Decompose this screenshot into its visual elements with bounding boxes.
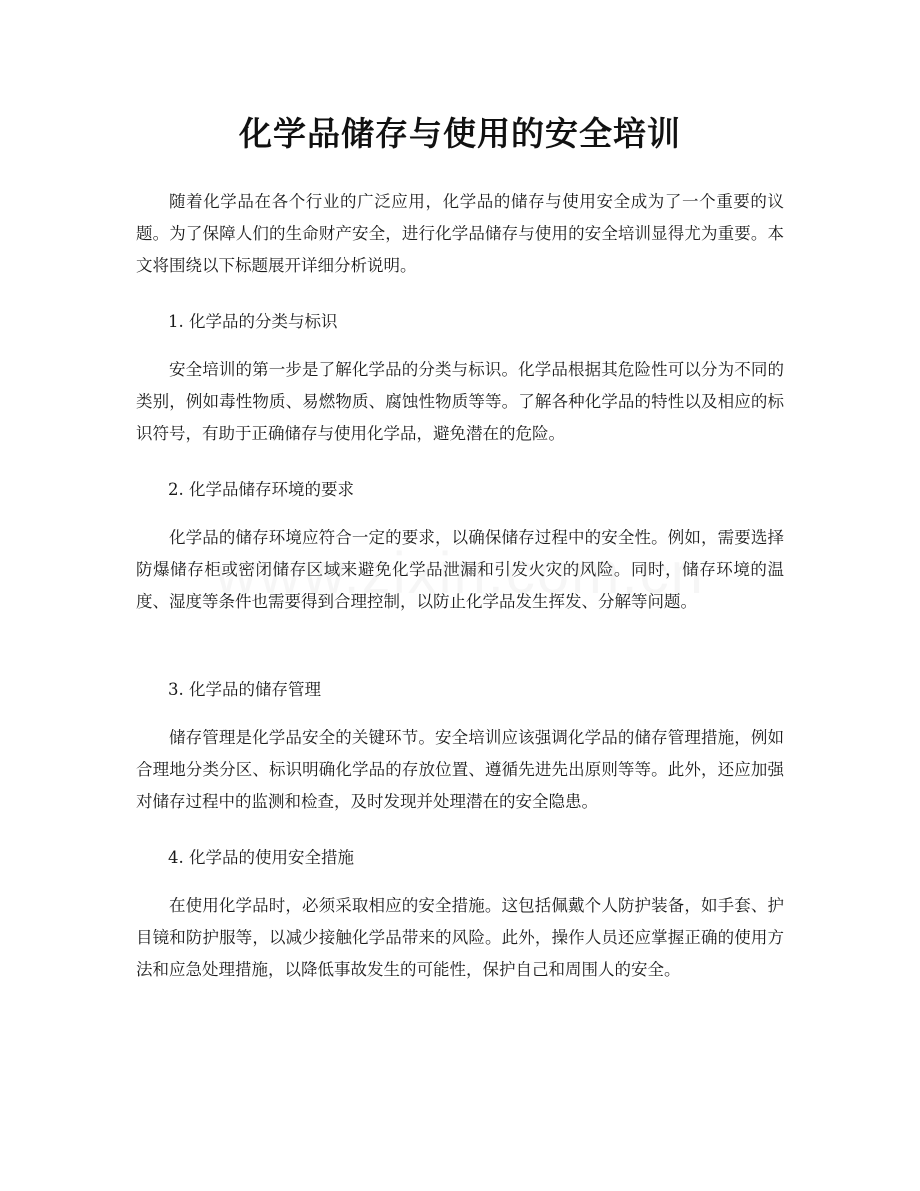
section-heading-1: 1. 化学品的分类与标识 [168, 312, 338, 331]
intro-paragraph: 随着化学品在各个行业的广泛应用，化学品的储存与使用安全成为了一个重要的议题。为了保障人们的生命财产安全，进行化学品储存与使用的安全培训显得尤为重要。本文将围绕以下标题展开详细分析说明。 [136, 192, 784, 275]
section-heading-2: 2. 化学品储存环境的要求 [168, 480, 354, 499]
page-title: 化学品储存与使用的安全培训 [239, 114, 681, 153]
section-body-1: 安全培训的第一步是了解化学品的分类与标识。化学品根据其危险性可以分为不同的类别，例如毒性物质、易燃物质、腐蚀性物质等等。了解各种化学品的特性以及相应的标识符号，有助于正确储存与使用化学品，避免潜在的危险。 [136, 360, 784, 443]
section-heading-3: 3. 化学品的储存管理 [168, 680, 321, 699]
section-body-3: 储存管理是化学品安全的关键环节。安全培训应该强调化学品的储存管理措施，例如合理地分类分区、标识明确化学品的存放位置、遵循先进先出原则等等。此外，还应加强对储存过程中的监测和检查，及时发现并处理潜在的安全隐患。 [136, 728, 784, 811]
section-body-2: 化学品的储存环境应符合一定的要求，以确保储存过程中的安全性。例如，需要选择防爆储存柜或密闭储存区域来避免化学品泄漏和引发火灾的风险。同时，储存环境的温度、湿度等条件也需要得到合理控制，以防止化学品发生挥发、分解等问题。 [136, 528, 784, 611]
section-heading-4: 4. 化学品的使用安全措施 [168, 848, 354, 867]
section-body-4: 在使用化学品时，必须采取相应的安全措施。这包括佩戴个人防护装备，如手套、护目镜和防护服等，以减少接触化学品带来的风险。此外，操作人员还应掌握正确的使用方法和应急处理措施，以降低事故发生的可能性，保护自己和周围人的安全。 [136, 896, 784, 979]
